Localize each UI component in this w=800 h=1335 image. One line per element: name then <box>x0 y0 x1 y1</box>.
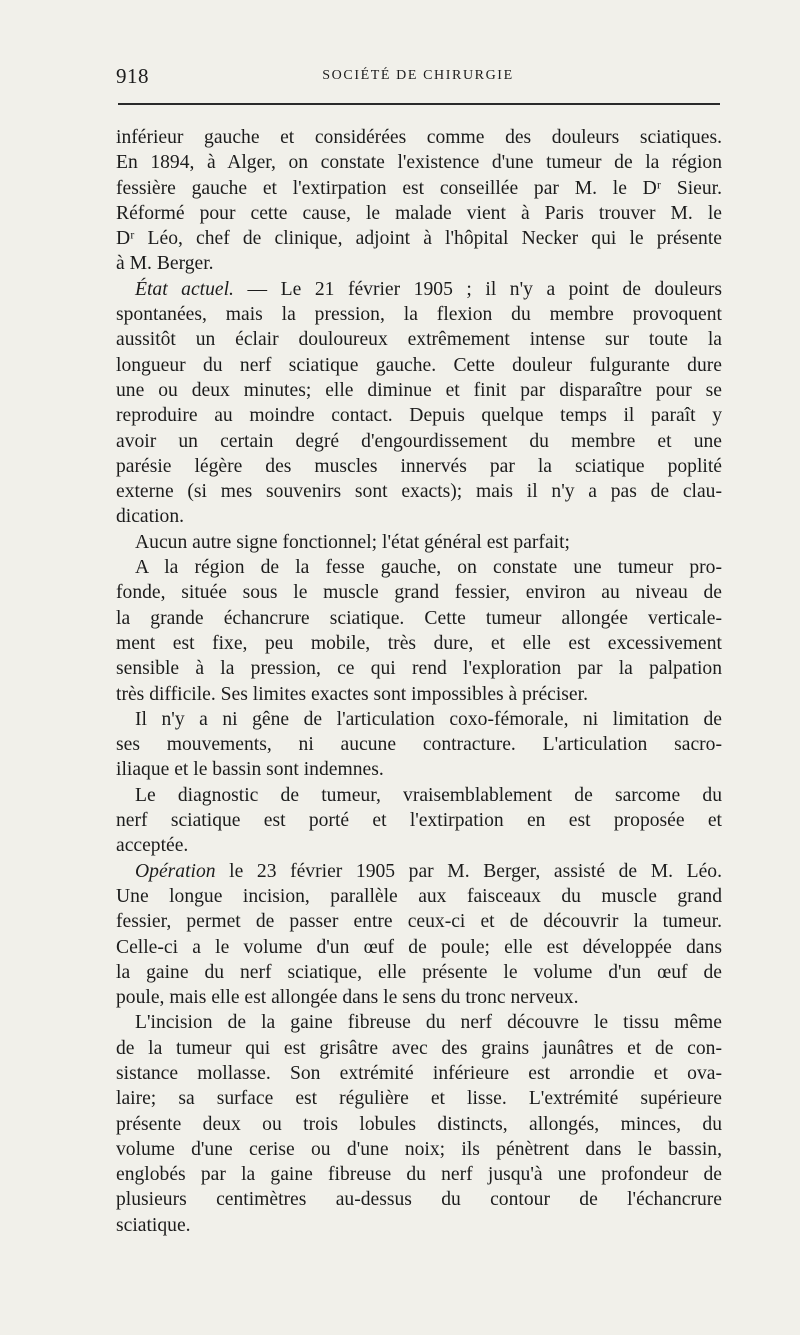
text-line: Il n'y a ni gêne de l'articulation coxo-fémorale, ni limitation de <box>135 708 722 730</box>
text-line: fessière gauche et l'extirpation est conseillée par M. le Dʳ Sieur. <box>116 177 722 199</box>
text-line: une ou deux minutes; elle diminue et finit par disparaître pour se <box>116 379 722 401</box>
text-line: sistance mollasse. Son extrémité inférieure est arrondie et ova- <box>116 1062 722 1084</box>
text-line: En 1894, à Alger, on constate l'existence d'une tumeur de la région <box>116 152 722 174</box>
body-text <box>116 125 722 1238</box>
text-line: externe (si mes souvenirs sont exacts); mais il n'y a pas de clau- <box>116 481 722 503</box>
text-line: Dʳ Léo, chef de clinique, adjoint à l'hôpital Necker qui le présente <box>116 228 722 250</box>
text-line: nerf sciatique est porté et l'extirpation en est proposée et <box>116 810 722 832</box>
text-line: plusieurs centimètres au-dessus du contour de l'échancrure <box>116 1189 722 1211</box>
text-line: Celle-ci a le volume d'un œuf de poule; elle est développée dans <box>116 936 722 958</box>
text-line: reproduire au moindre contact. Depuis quelque temps il paraît y <box>116 405 722 427</box>
running-title: SOCIÉTÉ DE CHIRURGIE <box>322 68 514 83</box>
italic-heading-etat-actuel: État actuel. <box>135 278 234 300</box>
text-fragment: — Le 21 février 1905 ; il n'y a point de douleurs <box>247 278 722 300</box>
text-line: longueur du nerf sciatique gauche. Cette douleur fulgurante dure <box>116 354 722 376</box>
text-line: L'incision de la gaine fibreuse du nerf découvre le tissu même <box>135 1012 722 1034</box>
text-line: fonde, située sous le muscle grand fessier, environ au niveau de <box>116 582 722 604</box>
text-line: avoir un certain degré d'engourdissement du membre et une <box>116 430 722 452</box>
text-line: Réformé pour cette cause, le malade vient à Paris trouver M. le <box>116 202 722 224</box>
text-line: aussitôt un éclair douloureux extrêmement intense sur toute la <box>116 329 722 351</box>
text-line-operation <box>116 859 722 884</box>
text-line: Le diagnostic de tumeur, vraisemblablement de sarcome du <box>135 784 722 806</box>
text-line: parésie légère des muscles innervés par la sciatique poplité <box>116 455 722 477</box>
text-line: la gaine du nerf sciatique, elle présente le volume d'un œuf de <box>116 961 722 983</box>
header-rule <box>118 103 720 105</box>
italic-heading-operation: Opération <box>135 860 216 882</box>
text-line: dication. <box>116 506 185 528</box>
text-line: présente deux ou trois lobules distincts, allongés, minces, du <box>116 1113 722 1135</box>
text-line: iliaque et le bassin sont indemnes. <box>116 759 384 781</box>
page-number: 918 <box>116 64 149 88</box>
text-line: de la tumeur qui est grisâtre avec des grains jaunâtres et de con- <box>116 1037 722 1059</box>
text-line: laire; sa surface est régulière et lisse. L'extrémité supérieure <box>116 1088 722 1110</box>
text-line: sensible à la pression, ce qui rend l'exploration par la palpation <box>116 658 722 680</box>
text-line: acceptée. <box>116 835 189 857</box>
text-line: volume d'une cerise ou d'une noix; ils pénètrent dans le bassin, <box>116 1138 722 1160</box>
text-line: la grande échancrure sciatique. Cette tumeur allongée verticale- <box>116 607 722 629</box>
text-fragment: le 23 février 1905 par M. Berger, assisté de M. Léo. <box>229 860 722 882</box>
text-line: englobés par la gaine fibreuse du nerf jusqu'à une profondeur de <box>116 1164 722 1186</box>
text-line: très difficile. Ses limites exactes sont impossibles à préciser. <box>116 683 588 705</box>
text-line: A la région de la fesse gauche, on constate une tumeur pro- <box>135 557 722 579</box>
page-header <box>116 64 720 94</box>
text-line: Une longue incision, parallèle aux faisceaux du muscle grand <box>116 885 722 907</box>
text-line-etat-actuel <box>116 277 722 302</box>
text-line: fessier, permet de passer entre ceux-ci et de découvrir la tumeur. <box>116 911 722 933</box>
text-line: à M. Berger. <box>116 253 214 275</box>
text-line: ment est fixe, peu mobile, très dure, et elle est excessivement <box>116 632 722 654</box>
text-line: Aucun autre signe fonctionnel; l'état général est parfait; <box>135 531 570 553</box>
text-line: ses mouvements, ni aucune contracture. L'articulation sacro- <box>116 734 722 756</box>
text-line: poule, mais elle est allongée dans le sens du tronc nerveux. <box>116 987 579 1009</box>
text-line: spontanées, mais la pression, la flexion du membre provoquent <box>116 304 722 326</box>
text-line: sciatique. <box>116 1214 191 1236</box>
text-line: inférieur gauche et considérées comme des douleurs sciatiques. <box>116 127 722 148</box>
